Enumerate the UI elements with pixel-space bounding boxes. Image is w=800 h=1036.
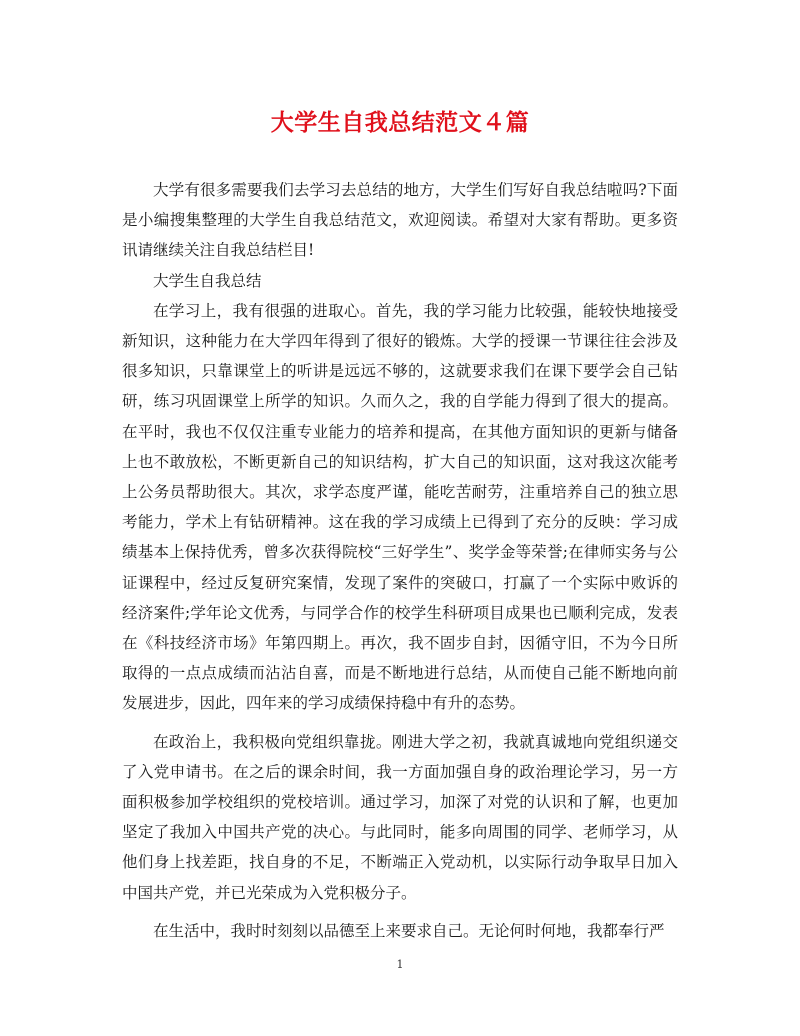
- section-heading: 大学生自我总结: [153, 271, 262, 290]
- document-body: [122, 175, 678, 946]
- page-number: 1: [396, 958, 404, 971]
- life-paragraph: 在生活中，我时时刻刻以品德至上来要求自己。无论何时何地，我都奉行严: [153, 921, 665, 940]
- politics-paragraph: 在政治上，我积极向党组织靠拢。刚进大学之初，我就真诚地向党组织递交了入党申请书。在之后的课余时间，我一方面加强自身的政治理论学习，另一方面积极参加学校组织的党校培训。通过学习，加深了对党的认识和了解，也更加坚定了我加入中国共产党的决心。与此同时，能多向周围的同学、老师学习，从他们身上找差距，找自身的不足，不断端正入党动机，以实际行动争取早日加入中国共产党，并已光荣成为入党积极分子。: [122, 732, 678, 902]
- intro-paragraph: 大学有很多需要我们去学习去总结的地方，大学生们写好自我总结啦吗?下面是小编搜集整理的大学生自我总结范文，欢迎阅读。希望对大家有帮助。更多资讯请继续关注自我总结栏目!: [122, 181, 678, 260]
- study-paragraph: 在学习上，我有很强的进取心。首先，我的学习能力比较强，能较快地接受新知识，这种能力在大学四年得到了很好的锻炼。大学的授课一节课往往会涉及很多知识，只靠课堂上的听讲是远远不够的，这就要求我们在课下要学会自己钻研，练习巩固课堂上所学的知识。久而久之，我的自学能力得到了很大的提高。在平时，我也不仅仅注重专业能力的培养和提高，在其他方面知识的更新与储备上也不敢放松，不断更新自己的知识结构，扩大自己的知识面，这对我这次能考上公务员帮助很大。其次，求学态度严谨，能吃苦耐劳，注重培养自己的独立思考能力，学术上有钻研精神。这在我的学习成绩上已得到了充分的反映：学习成绩基本上保持优秀，曾多次获得院校“三好学生”、奖学金等荣誉;在律师实务与公证课程中，经过反复研究案情，发现了案件的突破口，打赢了一个实际中败诉的经济案件;学年论文优秀，与同学合作的校学生科研项目成果也已顺利完成，发表在《科技经济市场》年第四期上。再次，我不固步自封，因循守旧，不为今日所取得的一点点成绩而沾沾自喜，而是不断地进行总结，从而使自己能不断地向前发展进步，因此，四年来的学习成绩保持稳中有升的态势。: [122, 301, 678, 713]
- document-title: 大学生自我总结范文４篇: [270, 109, 530, 136]
